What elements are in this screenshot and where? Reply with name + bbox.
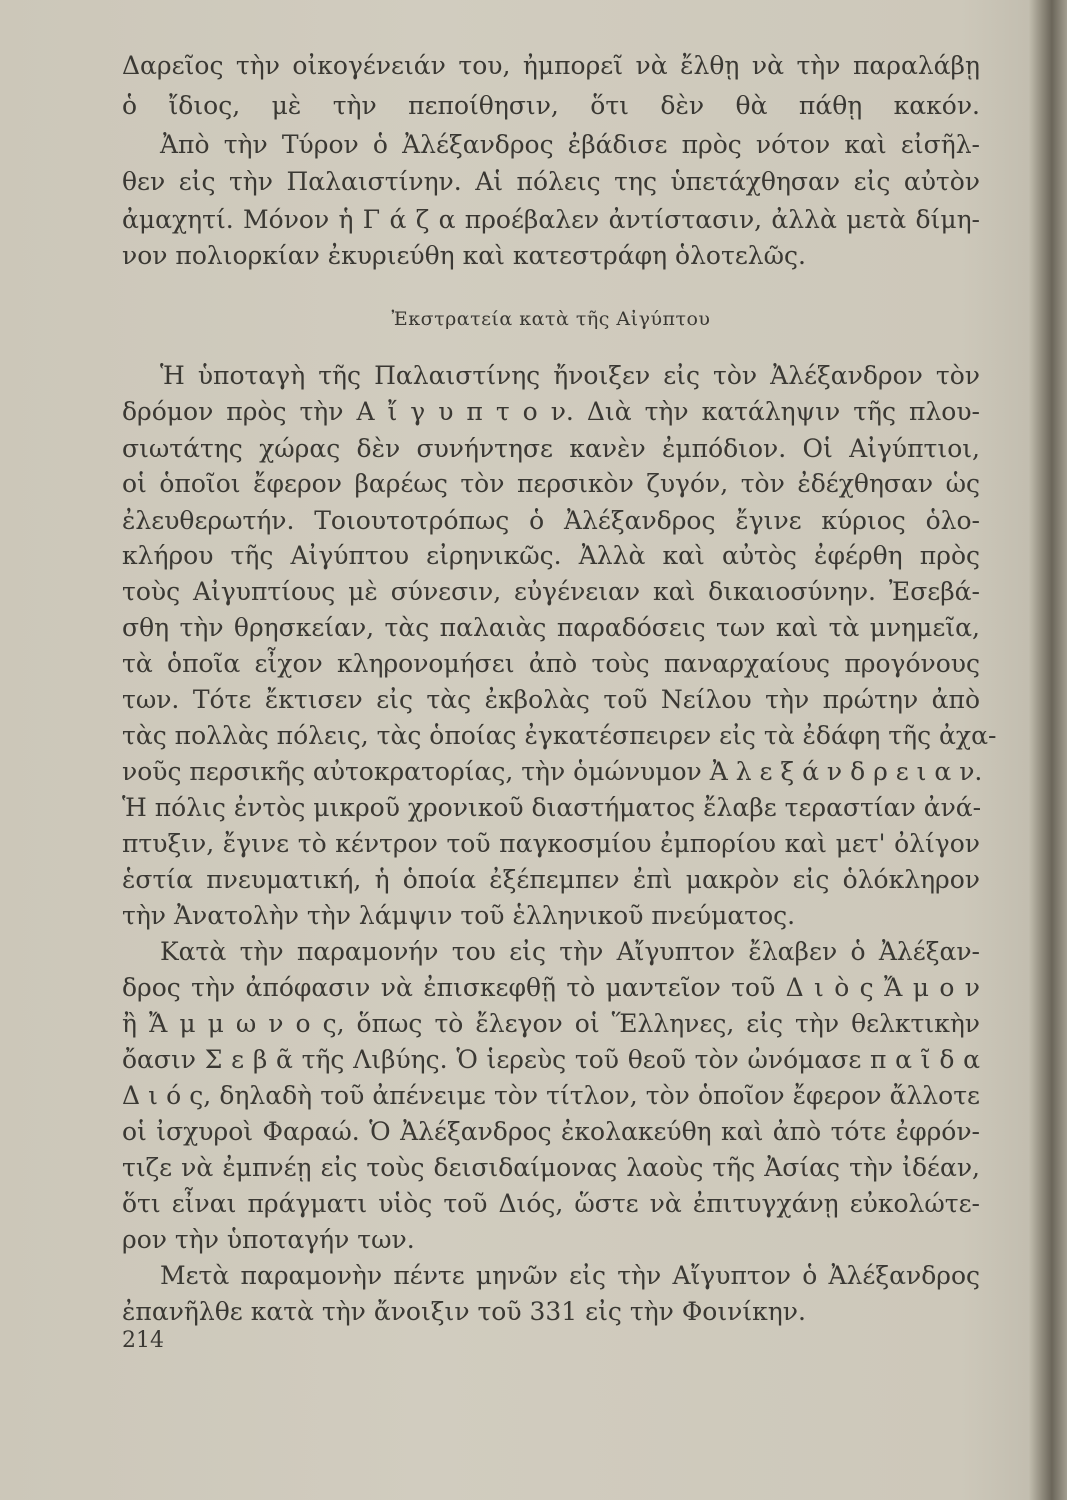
text-line: τὴν Ἀνατολὴν τὴν λάμψιν τοῦ ἑλληνικοῦ πνεύματος. — [122, 901, 796, 930]
text-line: των. Τότε ἔκτισεν εἰς τὰς ἐκβολὰς τοῦ Νείλου τὴν πρώτην ἀπὸ — [122, 685, 980, 714]
text-line: ρον τὴν ὑποταγήν των. — [122, 1225, 415, 1254]
text-line: σθη τὴν θρησκείαν, τὰς παλαιὰς παραδόσεις των καὶ τὰ μνημεῖα, — [122, 613, 980, 642]
text-line: ὁ ἴδιος, μὲ τὴν πεποίθησιν, ὅτι δὲν θὰ πάθῃ κακόν. — [122, 91, 980, 120]
text-line: Μετὰ παραμονὴν πέντε μηνῶν εἰς τὴν Αἴγυπτον ὁ Ἀλέξανδρος — [160, 1261, 980, 1290]
text-line: σιωτάτης χώρας δὲν συνήντησε κανὲν ἐμπόδιον. Οἱ Αἰγύπτιοι, — [122, 434, 980, 463]
text-line: τὰ ὁποῖα εἶχον κληρονομήσει ἀπὸ τοὺς παναρχαίους προγόνους — [122, 649, 980, 678]
text-line: τὰς πολλὰς πόλεις, τὰς ὁποίας ἐγκατέσπειρεν εἰς τὰ ἐδάφη τῆς ἀχα- — [122, 721, 997, 750]
text-line: ἑστία πνευματική, ἡ ὁποία ἐξέπεμπεν ἐπὶ μακρὸν εἰς ὁλόκληρον — [122, 865, 980, 894]
text-line: ὅτι εἶναι πράγματι υἱὸς τοῦ Διός, ὥστε νὰ ἐπιτυγχάνῃ εὐκολώτε- — [122, 1189, 980, 1218]
text-line: οἱ ἰσχυροὶ Φαραώ. Ὁ Ἀλέξανδρος ἐκολακεύθη καὶ ἀπὸ τότε ἐφρόν- — [122, 1117, 980, 1146]
text-line: Δαρεῖος τὴν οἰκογένειάν του, ἠμπορεῖ νὰ ἔλθῃ νὰ τὴν παραλάβῃ — [122, 51, 980, 80]
text-line: τοὺς Αἰγυπτίους μὲ σύνεσιν, εὐγένειαν καὶ δικαιοσύνην. Ἐσεβά- — [122, 577, 980, 606]
book-spine-edge — [1029, 0, 1067, 1500]
text-line: οἱ ὁποῖοι ἔφερον βαρέως τὸν περσικὸν ζυγόν, τὸν ἐδέχθησαν ὡς — [122, 469, 980, 498]
text-line: ἀμαχητί. Μόνον ἡ Γ ά ζ α προέβαλεν ἀντίστασιν, ἀλλὰ μετὰ δίμη- — [122, 205, 980, 234]
text-line: Κατὰ τὴν παραμονήν του εἰς τὴν Αἴγυπτον ἔλαβεν ὁ Ἀλέξαν- — [160, 937, 980, 966]
text-line: κλήρου τῆς Αἰγύπτου εἰρηνικῶς. Ἀλλὰ καὶ αὐτὸς ἐφέρθη πρὸς — [122, 541, 980, 570]
text-line: τιζε νὰ ἐμπνέῃ εἰς τοὺς δεισιδαίμονας λαοὺς τῆς Ἀσίας τὴν ἰδέαν, — [122, 1153, 980, 1182]
text-line: ἐπανῆλθε κατὰ τὴν ἄνοιξιν τοῦ 331 εἰς τὴν Φοινίκην. — [122, 1297, 806, 1326]
section-heading: Ἐκστρατεία κατὰ τῆς Αἰγύπτου — [391, 308, 711, 330]
text-line: δρος τὴν ἀπόφασιν νὰ ἐπισκεφθῇ τὸ μαντεῖον τοῦ Δ ι ὸ ς Ἄ μ ο ν — [122, 973, 980, 1002]
text-line: θεν εἰς τὴν Παλαιστίνην. Αἱ πόλεις της ὑπετάχθησαν εἰς αὐτὸν — [122, 167, 980, 196]
text-line: νοῦς περσικῆς αὐτοκρατορίας, τὴν ὁμώνυμον Ἀ λ ε ξ ά ν δ ρ ε ι α ν. — [122, 757, 983, 786]
text-line: δρόμον πρὸς τὴν Α ἴ γ υ π τ ο ν. Διὰ τὴν κατάληψιν τῆς πλου- — [122, 397, 980, 426]
text-line: ἢ Ἄ μ μ ω ν ο ς, ὅπως τὸ ἔλεγον οἱ Ἕλληνες, εἰς τὴν θελκτικὴν — [122, 1009, 980, 1038]
text-line: Ἡ ὑποταγὴ τῆς Παλαιστίνης ἤνοιξεν εἰς τὸν Ἀλέξανδρον τὸν — [160, 361, 980, 390]
text-line: Δ ι ό ς, δηλαδὴ τοῦ ἀπένειμε τὸν τίτλον, τὸν ὁποῖον ἔφερον ἄλλοτε — [122, 1081, 980, 1110]
page-number: 214 — [122, 1328, 164, 1353]
text-line: Ἡ πόλις ἐντὸς μικροῦ χρονικοῦ διαστήματος ἔλαβε τεραστίαν ἀνά- — [122, 793, 982, 822]
text-line: ἐλευθερωτήν. Τοιουτοτρόπως ὁ Ἀλέξανδρος ἔγινε κύριος ὁλο- — [122, 506, 980, 535]
text-line: νον πολιορκίαν ἐκυριεύθη καὶ κατεστράφη ὁλοτελῶς. — [122, 241, 806, 270]
text-line: ὄασιν Σ ε β ᾶ τῆς Λιβύης. Ὁ ἱερεὺς τοῦ θεοῦ τὸν ὠνόμασε π α ῖ δ α — [122, 1045, 980, 1074]
text-line: πτυξιν, ἔγινε τὸ κέντρον τοῦ παγκοσμίου ἐμπορίου καὶ μετ' ὀλίγον — [122, 829, 980, 858]
text-line: Ἀπὸ τὴν Τύρον ὁ Ἀλέξανδρος ἐβάδισε πρὸς νότον καὶ εἰσῆλ- — [160, 130, 980, 159]
